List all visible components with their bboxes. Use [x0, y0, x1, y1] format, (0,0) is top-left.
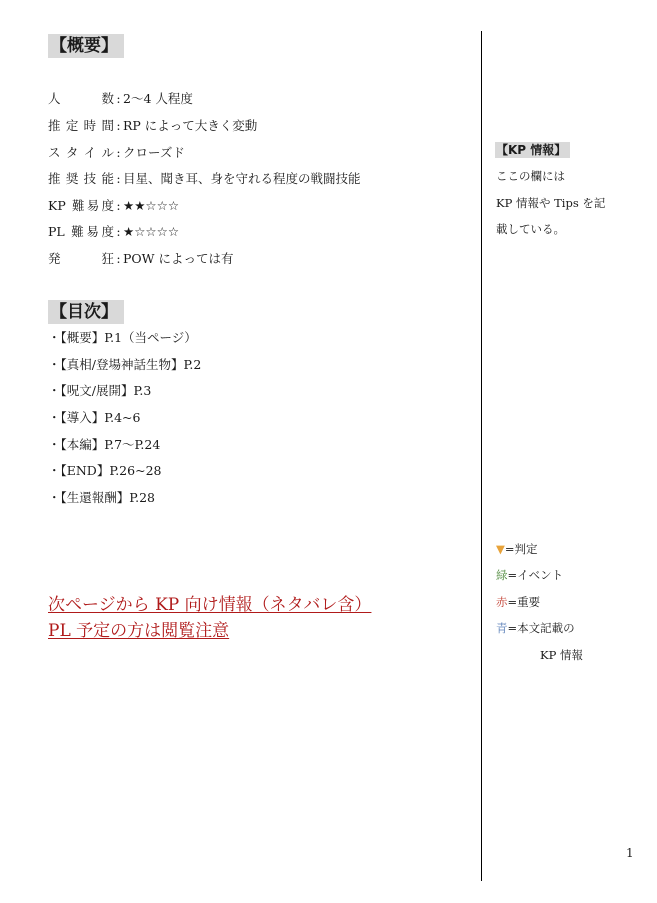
row-value: 目星、聞き耳、身を守れる程度の戦闘技能 — [123, 171, 361, 186]
toc-item: ・【呪文/展開】P.3 — [48, 383, 152, 398]
toc-item: ・【概要】P.1（当ページ） — [48, 330, 197, 345]
row-value: RP によって大きく変動 — [123, 118, 258, 133]
row-separator: : — [116, 118, 121, 133]
overview-heading: 【概要】 — [48, 34, 124, 58]
row-value: POW によっては有 — [123, 251, 234, 266]
kp-info-text: KP 情報や Tips を記 — [496, 196, 606, 210]
row-label: 発狂 — [48, 251, 114, 266]
row-value: クローズド — [123, 145, 185, 160]
legend-item-important — [496, 595, 540, 609]
row-separator: : — [116, 145, 121, 160]
legend-color-mark: 赤 — [496, 595, 508, 609]
overview-row-pl-difficulty — [48, 224, 179, 240]
toc-item: ・【END】P.26~28 — [48, 463, 162, 478]
legend-color-mark: 緑 — [496, 568, 508, 582]
legend-text: =本文記載の — [507, 621, 575, 635]
triangle-down-icon: ▼ — [496, 542, 505, 556]
toc-heading: 【目次】 — [48, 300, 124, 324]
row-label: PL 難易度 — [48, 224, 114, 239]
legend-item-body-kp-info — [496, 621, 575, 635]
column-divider — [481, 31, 482, 881]
overview-row-kp-difficulty — [48, 198, 179, 214]
overview-row-skills — [48, 171, 361, 187]
legend-text: =判定 — [504, 542, 538, 556]
overview-row-players — [48, 91, 193, 107]
overview-row-insanity — [48, 251, 233, 267]
row-value: ★★☆☆☆ — [123, 198, 180, 213]
toc-item: ・【導入】P.4~6 — [48, 410, 141, 425]
spoiler-warning-line2: PL 予定の方は閲覧注意 — [48, 621, 230, 641]
row-separator: : — [116, 251, 121, 266]
toc-item: ・【本編】P.7〜P.24 — [48, 437, 161, 452]
row-separator: : — [116, 198, 121, 213]
kp-info-text: 載している。 — [496, 222, 565, 236]
toc-item: ・【生還報酬】P.28 — [48, 490, 156, 505]
row-label: 推定時間 — [48, 118, 114, 133]
legend-item-judgement — [496, 542, 538, 556]
page-number: 1 — [626, 846, 634, 860]
legend-item-event — [496, 568, 563, 582]
overview-row-time — [48, 118, 257, 134]
legend-text: =重要 — [507, 595, 541, 609]
row-separator: : — [116, 91, 121, 106]
row-label: 人数 — [48, 91, 114, 106]
row-separator: : — [116, 224, 121, 239]
kp-info-heading: 【KP 情報】 — [495, 142, 570, 158]
spoiler-warning-line1: 次ページから KP 向け情報（ネタバレ含） — [48, 595, 372, 615]
legend-text: =イベント — [507, 568, 564, 582]
row-label: KP 難易度 — [48, 198, 114, 213]
row-value: ★☆☆☆☆ — [123, 224, 180, 239]
row-separator: : — [116, 171, 121, 186]
overview-row-style — [48, 145, 185, 161]
row-label: 推奨技能 — [48, 171, 114, 186]
legend-item-body-kp-info-cont: KP 情報 — [540, 648, 583, 662]
row-value: 2〜4 人程度 — [123, 91, 193, 106]
row-label: スタイル — [48, 145, 114, 160]
legend-color-mark: 青 — [496, 621, 508, 635]
toc-item: ・【真相/登場神話生物】P.2 — [48, 357, 202, 372]
kp-info-text: ここの欄には — [496, 169, 565, 183]
